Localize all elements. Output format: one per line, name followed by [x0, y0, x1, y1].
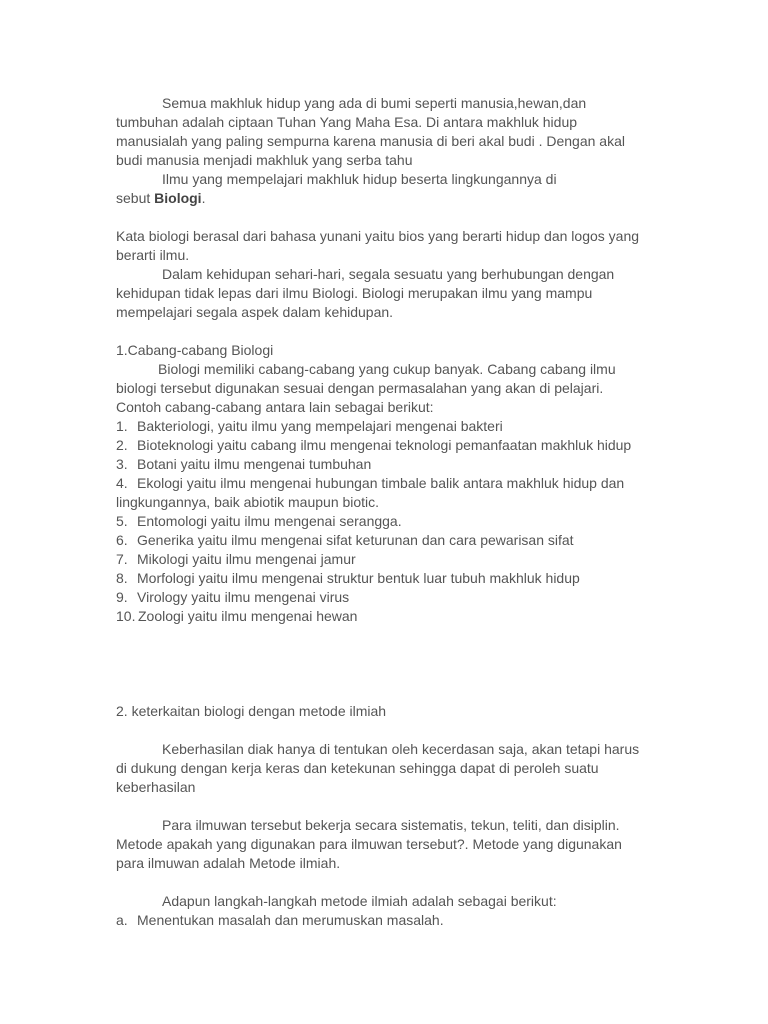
list-item — [116, 550, 656, 569]
list-number: 9. — [116, 589, 128, 605]
success-paragraph — [116, 740, 656, 797]
list-text: Ekologi yaitu ilmu mengenai hubungan timbale balik antara makhluk hidup dan — [137, 475, 625, 491]
spacer — [116, 208, 656, 227]
list-number: 1. — [116, 418, 128, 434]
list-letter: a. — [116, 912, 128, 928]
bold-term: Biologi — [154, 190, 202, 206]
daily-life-paragraph — [116, 265, 656, 322]
list-text: Virology yaitu ilmu mengenai virus — [137, 589, 350, 605]
text-line: mempelajari segala aspek dalam kehidupan. — [116, 304, 394, 320]
list-number: 4. — [116, 475, 128, 491]
list-text: Menentukan masalah dan merumuskan masalah. — [137, 912, 444, 928]
text-prefix: sebut — [116, 190, 155, 206]
list-text: Bioteknologi yaitu cabang ilmu mengenai teknologi pemanfaatan makhluk hidup — [137, 437, 632, 453]
document-page — [116, 94, 656, 930]
list-number: 5. — [116, 513, 128, 529]
list-item-continuation: lingkungannya, baik abiotik maupun biotic. — [116, 494, 380, 510]
spacer — [116, 645, 656, 664]
text-line: kehidupan tidak lepas dari ilmu Biologi. Biologi merupakan ilmu yang mampu — [116, 285, 593, 301]
list-item — [116, 607, 656, 626]
text-line: Semua makhluk hidup yang ada di bumi seperti manusia,hewan,dan — [162, 95, 587, 111]
text-line: Kata biologi berasal dari bahasa yunani yaitu bios yang berarti hidup dan logos yang — [116, 228, 640, 244]
text-line: Dalam kehidupan sehari-hari, segala sesuatu yang berhubungan dengan — [162, 266, 615, 282]
section-heading: 1.Cabang-cabang Biologi — [116, 342, 274, 358]
scientists-paragraph — [116, 816, 656, 873]
text-line: Keberhasilan diak hanya di tentukan oleh kecerdasan saja, akan tetapi harus — [162, 741, 640, 757]
list-item — [116, 569, 656, 588]
list-number: 10. — [116, 608, 136, 624]
list-item — [116, 588, 656, 607]
list-item — [116, 417, 656, 436]
text-line: Adapun langkah-langkah metode ilmiah adalah sebagai berikut: — [162, 893, 557, 909]
text-line: para ilmuwan adalah Metode ilmiah. — [116, 855, 341, 871]
branches-list — [116, 417, 656, 626]
steps-list — [116, 911, 656, 930]
text-line: Contoh cabang-cabang antara lain sebagai berikut: — [116, 399, 434, 415]
spacer — [116, 873, 656, 892]
list-item — [116, 911, 656, 930]
text-line: Biologi memiliki cabang-cabang yang cukup banyak. Cabang cabang ilmu — [158, 361, 616, 377]
text-line: biologi tersebut digunakan sesuai dengan permasalahan yang akan di pelajari. — [116, 380, 604, 396]
text-suffix: . — [201, 190, 206, 206]
list-text: Bakteriologi, yaitu ilmu yang mempelajari mengenai bakteri — [137, 418, 503, 434]
spacer — [116, 322, 656, 341]
text-line: tumbuhan adalah ciptaan Tuhan Yang Maha Esa. Di antara makhluk hidup — [116, 114, 578, 130]
text-line — [116, 189, 656, 208]
list-number: 2. — [116, 437, 128, 453]
list-item — [116, 455, 656, 474]
list-text: Entomologi yaitu ilmu mengenai serangga. — [137, 513, 402, 529]
list-text: Mikologi yaitu ilmu mengenai jamur — [137, 551, 356, 567]
section-heading: 2. keterkaitan biologi dengan metode ilmiah — [116, 703, 387, 719]
text-line: keberhasilan — [116, 779, 196, 795]
list-item — [116, 436, 656, 455]
list-number: 8. — [116, 570, 128, 586]
list-text: Zoologi yaitu ilmu mengenai hewan — [138, 608, 358, 624]
text-line: di dukung dengan kerja keras dan ketekunan sehingga dapat di peroleh suatu — [116, 760, 599, 776]
text-line: berarti ilmu. — [116, 247, 190, 263]
text-line: Para ilmuwan tersebut bekerja secara sistematis, tekun, teliti, dan disiplin. — [162, 817, 620, 833]
section-scientific-method — [116, 702, 656, 930]
list-item — [116, 531, 656, 550]
text-line: budi manusia menjadi makhluk yang serba tahu — [116, 152, 413, 168]
list-number: 3. — [116, 456, 128, 472]
text-line: Ilmu yang mempelajari makhluk hidup beserta lingkungannya di — [162, 171, 557, 187]
intro-paragraph — [116, 94, 656, 170]
section-branches — [116, 341, 656, 626]
list-text: Botani yaitu ilmu mengenai tumbuhan — [137, 456, 372, 472]
etymology-paragraph — [116, 227, 656, 265]
spacer — [116, 683, 656, 702]
list-text: Morfologi yaitu ilmu mengenai struktur bentuk luar tubuh makhluk hidup — [137, 570, 580, 586]
text-line: Metode apakah yang digunakan para ilmuwan tersebut?. Metode yang digunakan — [116, 836, 622, 852]
list-number: 7. — [116, 551, 128, 567]
list-text: Generika yaitu ilmu mengenai sifat keturunan dan cara pewarisan sifat — [137, 532, 574, 548]
list-number: 6. — [116, 532, 128, 548]
definition-paragraph — [116, 170, 656, 208]
list-item — [116, 474, 656, 493]
spacer — [116, 797, 656, 816]
spacer — [116, 664, 656, 683]
spacer — [116, 626, 656, 645]
text-line: manusialah yang paling sempurna karena manusia di beri akal budi . Dengan akal — [116, 133, 625, 149]
spacer — [116, 721, 656, 740]
list-item — [116, 512, 656, 531]
